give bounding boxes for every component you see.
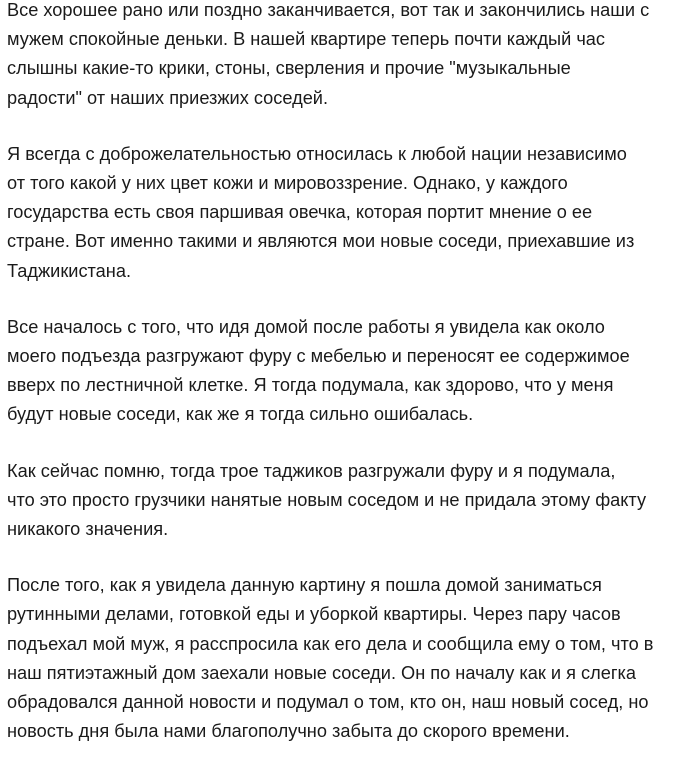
text-line: от того какой у них цвет кожи и мировоззрение. Однако, у каждого xyxy=(7,173,568,194)
text-line: Я всегда с доброжелательностью относилась к любой нации независимо xyxy=(7,143,627,164)
text-line: государства есть своя паршивая овечка, которая портит мнение о ее xyxy=(7,202,593,223)
text-line: наш пятиэтажный дом заехали новые соседи. Он по началу как и я слегка xyxy=(7,662,636,683)
text-line: моего подъезда разгружают фуру с мебелью и переносят ее содержимое xyxy=(7,346,630,367)
paragraph-1 xyxy=(7,0,684,113)
text-line: стране. Вот именно такими и являются мои новые соседи, приехавшие из xyxy=(7,231,635,252)
text-line: Как сейчас помню, тогда трое таджиков разгружали фуру и я подумала, xyxy=(7,460,616,481)
text-line: Все хорошее рано или поздно заканчивается, вот так и закончились наши с xyxy=(7,0,650,20)
paragraph-2 xyxy=(7,140,684,286)
text-line: новость дня была нами благополучно забыта до скорого времени. xyxy=(7,721,570,742)
paragraph-3 xyxy=(7,313,684,430)
paragraph-4 xyxy=(7,457,684,545)
text-line: подъехал мой муж, я расспросила как его дела и сообщила ему о том, что в xyxy=(7,633,654,654)
text-line: вверх по лестничной клетке. Я тогда подумала, как здорово, что у меня xyxy=(7,375,614,396)
text-line: рутинными делами, готовкой еды и уборкой квартиры. Через пару часов xyxy=(7,604,621,625)
text-line: обрадовался данной новости и подумал о том, кто он, наш новый сосед, но xyxy=(7,692,649,713)
text-line: Таджикистана. xyxy=(7,260,132,281)
text-line: что это просто грузчики нанятые новым соседом и не придала этому факту xyxy=(7,489,647,510)
text-line: радости" от наших приезжих соседей. xyxy=(7,87,329,108)
text-line: слышны какие-то крики, стоны, сверления и прочие "музыкальные xyxy=(7,58,571,79)
text-line: После того, как я увидела данную картину я пошла домой заниматься xyxy=(7,575,602,596)
text-line: будут новые соседи, как же я тогда сильно ошибалась. xyxy=(7,404,474,425)
text-line: никакого значения. xyxy=(7,519,169,540)
text-line: мужем спокойные деньки. В нашей квартире теперь почти каждый час xyxy=(7,29,606,50)
paragraph-5 xyxy=(7,571,684,746)
text-line: Все началось с того, что идя домой после работы я увидела как около xyxy=(7,316,605,337)
